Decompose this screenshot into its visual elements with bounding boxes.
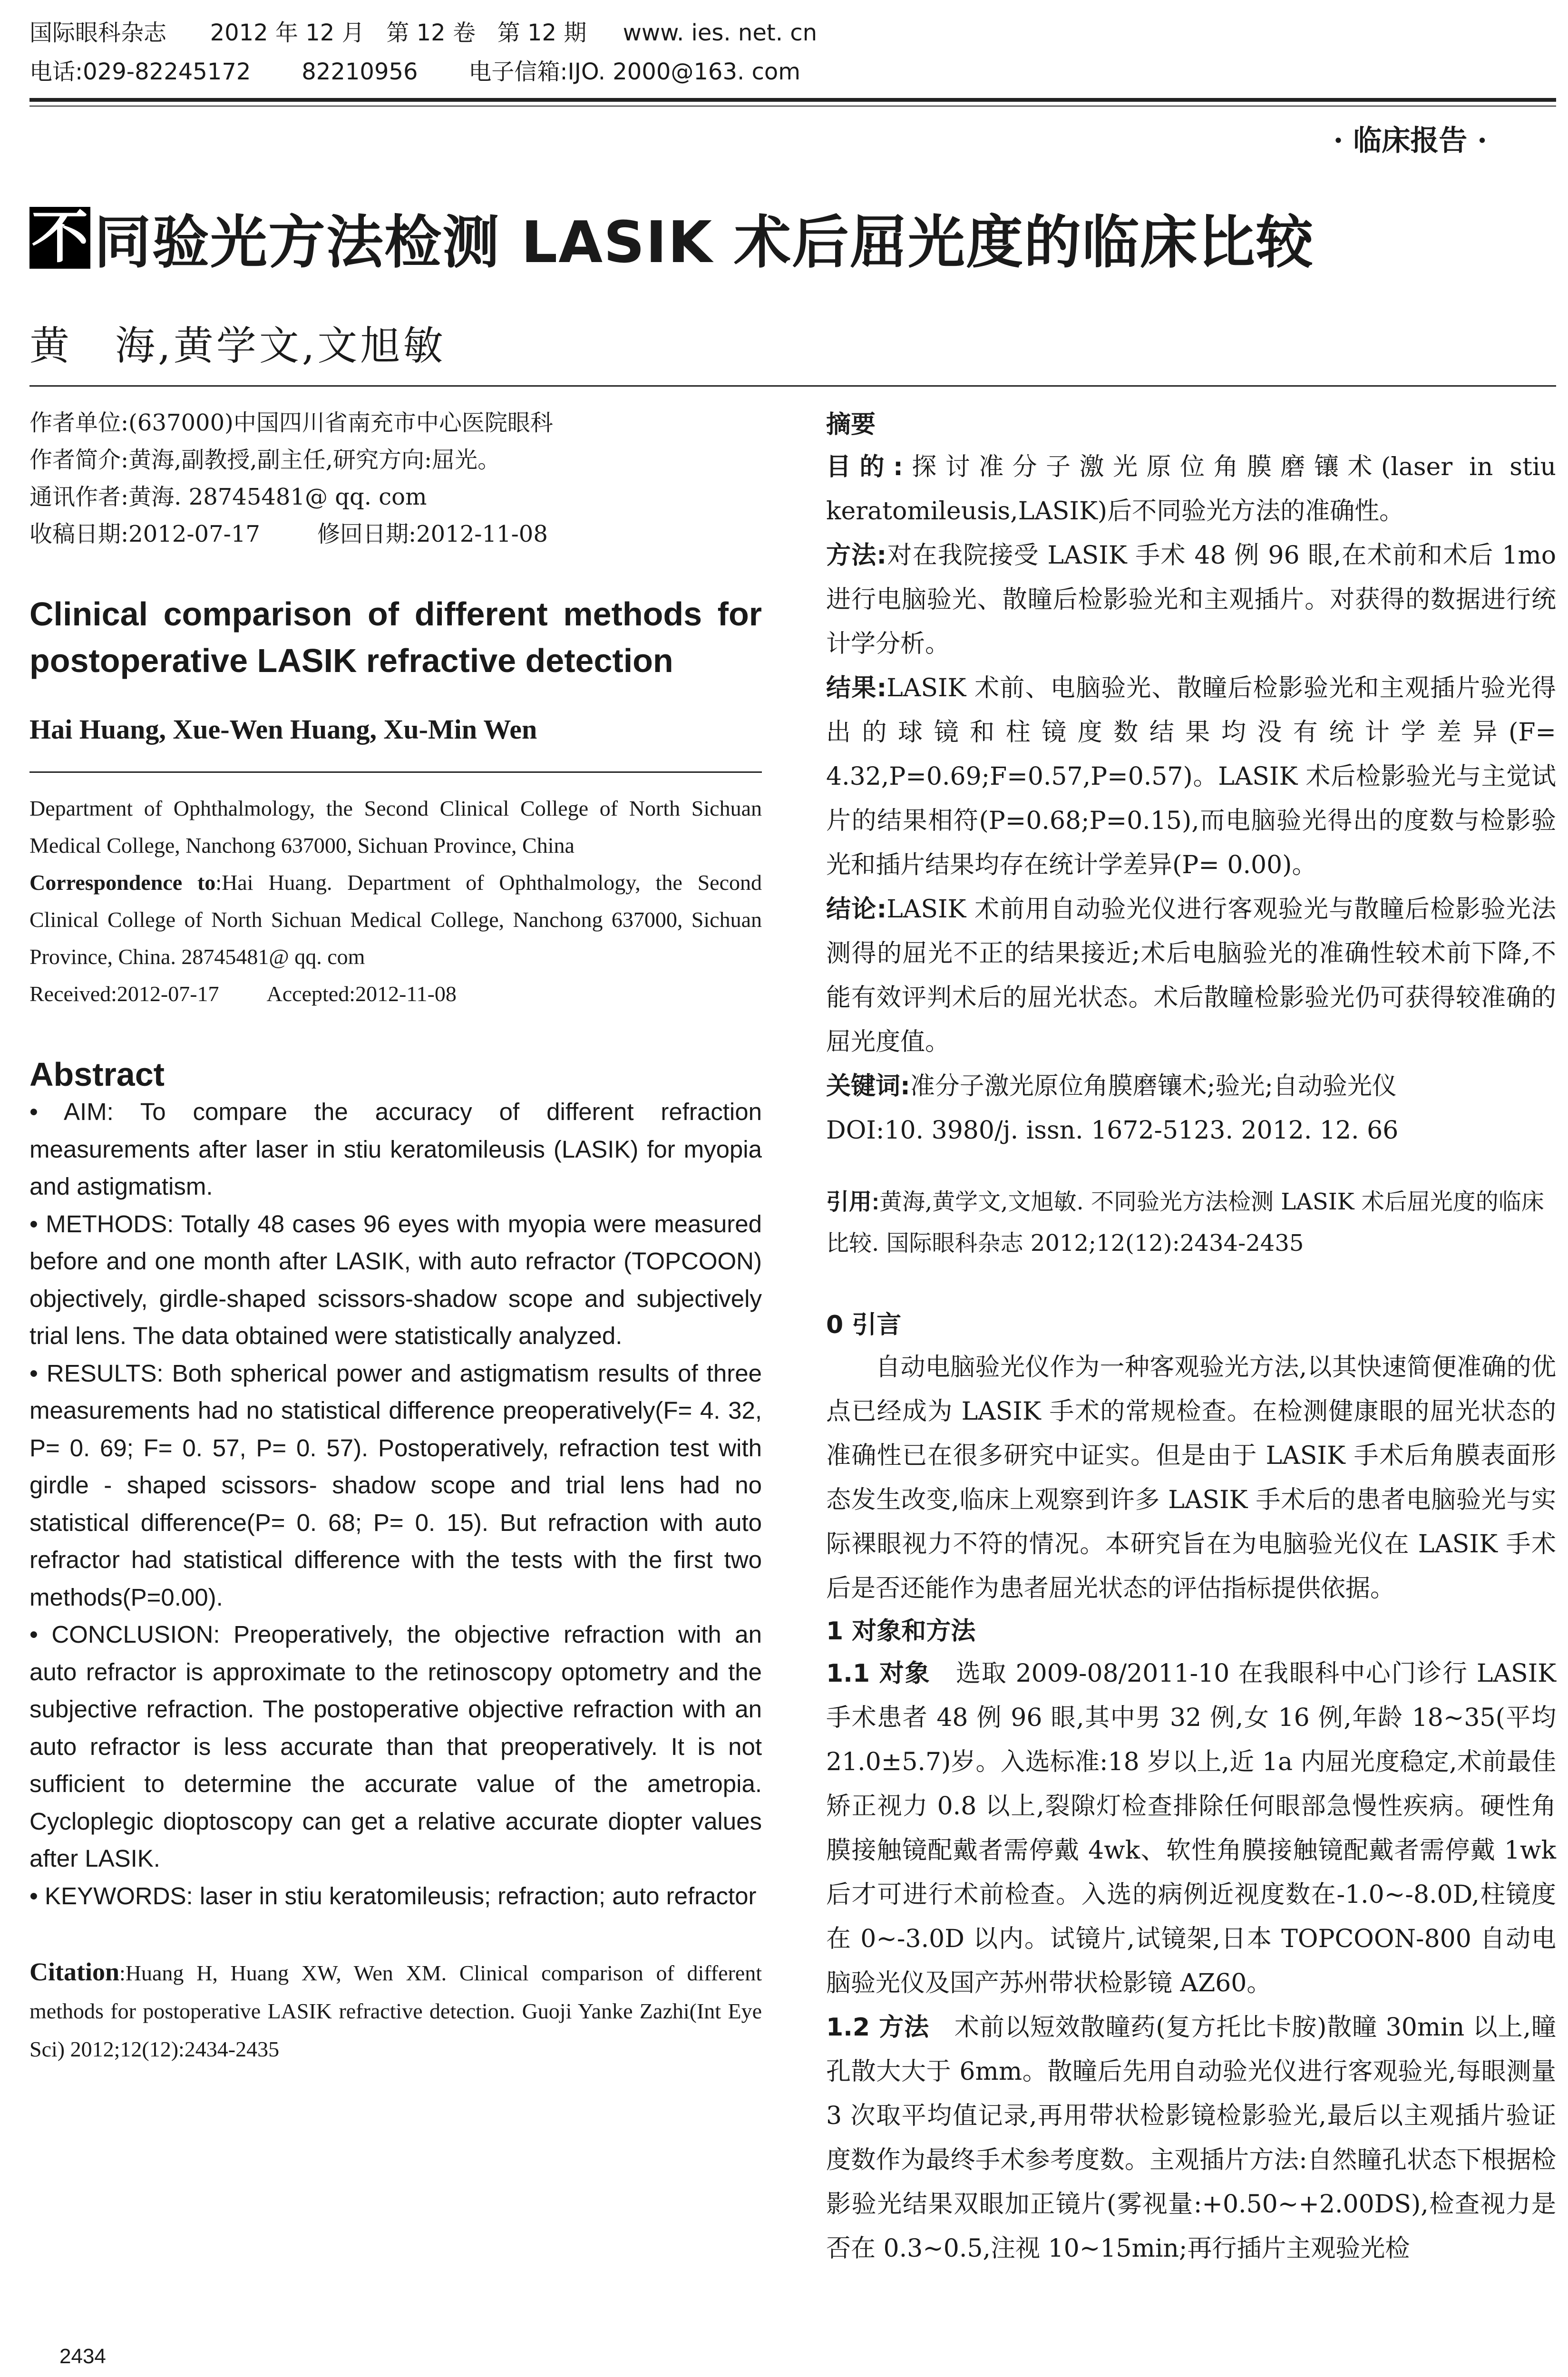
section-1-2-label: 1.2 方法: [826, 2013, 929, 2042]
citation-cn: [826, 1181, 1556, 1264]
title-text: 同验光方法检测 LASIK 术后屈光度的临床比较: [94, 210, 1314, 276]
citation-text: :Huang H, Huang XW, Wen XM. Clinical comparison of different methods for postoperative LASIK refractive detection. Guoji Yanke Zazhi(Int Eye Sci) 2012;12(12):2434-2435: [29, 1961, 762, 2061]
cn-methods-label: 方法:: [826, 541, 887, 570]
paper-title: [29, 205, 1314, 276]
received-en: Received:2012-07-17: [29, 982, 219, 1006]
section-0-title: 0 引言: [826, 1311, 902, 1339]
issue: 第 12 期: [497, 19, 587, 46]
english-title: Clinical comparison of different methods for postoperative LASIK refractive detection: [29, 595, 762, 679]
correspondence-label: Correspondence to: [29, 870, 216, 895]
citation-cn-label: 引用:: [826, 1189, 879, 1215]
doi: DOI:10. 3980/j. issn. 1672-5123. 2012. 12. 66: [826, 1116, 1399, 1145]
dates-cn: [29, 516, 762, 553]
citation-label: Citation: [29, 1958, 119, 1986]
right-column: [826, 404, 1556, 2271]
accepted-en: Accepted:2012-11-08: [266, 982, 457, 1006]
journal-name: 国际眼科杂志: [29, 19, 167, 46]
title-drop-char: 不: [29, 207, 90, 269]
english-authors: Hai Huang, Xue-Wen Huang, Xu-Min Wen: [29, 714, 537, 745]
section-1-1-label: 1.1 对象: [826, 1659, 931, 1688]
cn-methods-text: 对在我院接受 LASIK 手术 48 例 96 眼,在术前和术后 1mo 进行电脑验光、散瞳后检影验光和主观插片。对获得的数据进行统计学分析。: [826, 541, 1556, 658]
volume: 第 12 卷: [386, 19, 476, 46]
section-1-1-text: 选取 2009-08/2011-10 在我眼科中心门诊行 LASIK 手术患者 48 例 96 眼,其中男 32 例,女 16 例,年龄 18~35(平均 21.0±5.7)岁。入选标准:18 岁以上,近 1a 内屈光度稳定,术前最佳矫正视力 0.8 以上,裂隙灯检查排除任何眼部急慢性疾病。硬性角膜接触镜配戴者需停戴 4wk、软性角膜接触镜配戴者需停戴 1wk 后才可进行术前检查。入选的病例近视度数在-1.0~-8.0D,柱镜度在 0~-3.0D 以内。试镜片,试镜架,日本 TOPCOON-800 自动电脑验光仪及国产苏州带状检影镜 AZ60。: [826, 1659, 1556, 1997]
cn-methods: [826, 534, 1556, 666]
authors-rule: [29, 385, 1556, 387]
cn-aim: [826, 445, 1556, 534]
author-intro: 作者简介:黄海,副教授,副主任,研究方向:屈光。: [29, 447, 501, 473]
cn-aim-text: 探讨准分子激光原位角膜磨镶术(laser in stiu keratomileusis,LASIK)后不同验光方法的准确性。: [826, 453, 1557, 526]
left-column: [29, 404, 762, 2068]
abstract-aim: • AIM: To compare the accuracy of different refraction measurements after laser in stiu keratomileusis (LASIK) for myopia and astigmatism.: [29, 1098, 762, 1200]
journal-phone: 电话:029-82245172: [29, 58, 251, 85]
citation-en: [29, 1953, 762, 2068]
journal-website: www. ies. net. cn: [623, 19, 818, 46]
received-cn: 收稿日期:2012-07-17: [29, 521, 260, 547]
header-rule: [29, 98, 1556, 102]
correspondence: [29, 864, 762, 975]
cn-results-text: LASIK 术前、电脑验光、散瞳后检影验光和主观插片验光得出的球镜和柱镜度数结果均没有统计学差异(F= 4.32,P=0.69;F=0.57,P=0.57)。LASIK 术后检影验光与主觉试片的结果相符(P=0.68;P=0.15),而电脑验光得出的度数与检影验光和插片结果均存在统计学差异(P= 0.00)。: [826, 674, 1556, 879]
journal-header-line1: [29, 14, 817, 47]
section-1-title: 1 对象和方法: [826, 1617, 976, 1646]
correspondence-text: :Hai Huang. Department of Ophthalmology, the Second Clinical College of North Sichuan Medical College, Nanchong 637000, Sichuan Province, China. 28745481@ qq. com: [29, 870, 762, 969]
journal-email: 电子信箱:IJO. 2000@163. com: [468, 58, 801, 85]
dates-en: [29, 975, 762, 1013]
section-1-1: [826, 1652, 1556, 2006]
journal-phone2: 82210956: [302, 58, 418, 85]
revised-cn: 修回日期:2012-11-08: [317, 521, 548, 547]
abstract-conclusion: • CONCLUSION: Preoperatively, the objective refraction with an auto refractor is approximate to the retinoscopy optometry and the subjective refraction. The postoperative objective refraction with an auto refractor is less accurate than that preoperatively. It is not sufficient to determine the accurate value of the ametropia. Cycloplegic dioptoscopy can get a relative accurate diopter values after LASIK.: [29, 1621, 762, 1872]
page-number: 2434: [59, 2345, 106, 2368]
abstract-keywords: • KEYWORDS: laser in stiu keratomileusis; refraction; auto refractor: [29, 1882, 757, 1909]
cn-abstract-heading: 摘要: [826, 410, 876, 439]
english-authors-rule: [29, 771, 762, 773]
section-0-text: 自动电脑验光仪作为一种客观验光方法,以其快速简便准确的优点已经成为 LASIK 手术的常规检查。在检测健康眼的屈光状态的准确性已在很多研究中证实。但是由于 LASIK 手术后角膜表面形态发生改变,临床上观察到许多 LASIK 手术后的患者电脑验光与实际裸眼视力不符的情况。本研究旨在为电脑验光仪在 LASIK 手术后是否还能作为患者屈光状态的评估指标提供依据。: [826, 1353, 1556, 1603]
cn-keywords-text: 准分子激光原位角膜磨镶术;验光;自动验光仪: [910, 1072, 1397, 1101]
header-rule-thin: [29, 106, 1556, 107]
journal-header-line2: [29, 53, 800, 86]
abstract-results: • RESULTS: Both spherical power and astigmatism results of three measurements had no statistical difference preoperatively(F= 4. 32, P= 0. 69; F= 0. 57, P= 0. 57). Postoperatively, refraction test with girdle - shaped scissors- shadow scope and trial lens had no statistical difference(P= 0. 68; P= 0. 15). But refraction with auto refractor had statistical difference with the tests with the first two methods(P=0.00).: [29, 1359, 762, 1611]
section-tag: · 临床报告 ·: [1333, 124, 1487, 157]
cn-results-label: 结果:: [826, 674, 887, 702]
issue-date: 2012 年 12 月: [210, 19, 365, 46]
section-1-2-text: 术前以短效散瞳药(复方托比卡胺)散瞳 30min 以上,瞳孔散大大于 6mm。散瞳后先用自动验光仪进行客观验光,每眼测量 3 次取平均值记录,再用带状检影镜检影验光,最后以主观插片验证度数作为最终手术参考度数。主观插片方法:自然瞳孔状态下根据检影验光结果双眼加正镜片(雾视量:+0.50~+2.00DS),检查视力是否在 0.3~0.5,注视 10~15min;再行插片主观验光检: [826, 2013, 1556, 2263]
cn-conclusion: [826, 887, 1556, 1064]
affiliation: Department of Ophthalmology, the Second Clinical College of North Sichuan Medical College, Nanchong 637000, Sichuan Province, China: [29, 796, 762, 857]
section-1-2: [826, 2006, 1556, 2271]
corresponding-author: 通讯作者:黄海. 28745481@ qq. com: [29, 484, 427, 510]
cn-keywords: [826, 1064, 1556, 1109]
cn-keywords-label: 关键词:: [826, 1072, 910, 1101]
cn-conclusion-label: 结论:: [826, 895, 887, 924]
citation-cn-text: 黄海,黄学文,文旭敏. 不同验光方法检测 LASIK 术后屈光度的临床比较. 国际眼科杂志 2012;12(12):2434-2435: [826, 1188, 1544, 1257]
cn-aim-label: 目的:: [826, 453, 903, 481]
abstract-methods: • METHODS: Totally 48 cases 96 eyes with myopia were measured before and one month after LASIK, with auto refractor (TOPCOON) objectively, girdle-shaped scissors-shadow scope and subjectively trial lens. The data obtained were statistically analyzed.: [29, 1210, 762, 1349]
abstract-heading: Abstract: [29, 1056, 165, 1093]
author-unit: 作者单位:(637000)中国四川省南充市中心医院眼科: [29, 409, 553, 436]
cn-results: [826, 666, 1556, 887]
cn-conclusion-text: LASIK 术前用自动验光仪进行客观验光与散瞳后检影验光法测得的屈光不正的结果接近;术后电脑验光的准确性较术前下降,不能有效评判术后的屈光状态。术后散瞳检影验光仍可获得较准确的屈光度值。: [826, 895, 1556, 1056]
authors-cn: 黄 海,黄学文,文旭敏: [29, 322, 446, 369]
